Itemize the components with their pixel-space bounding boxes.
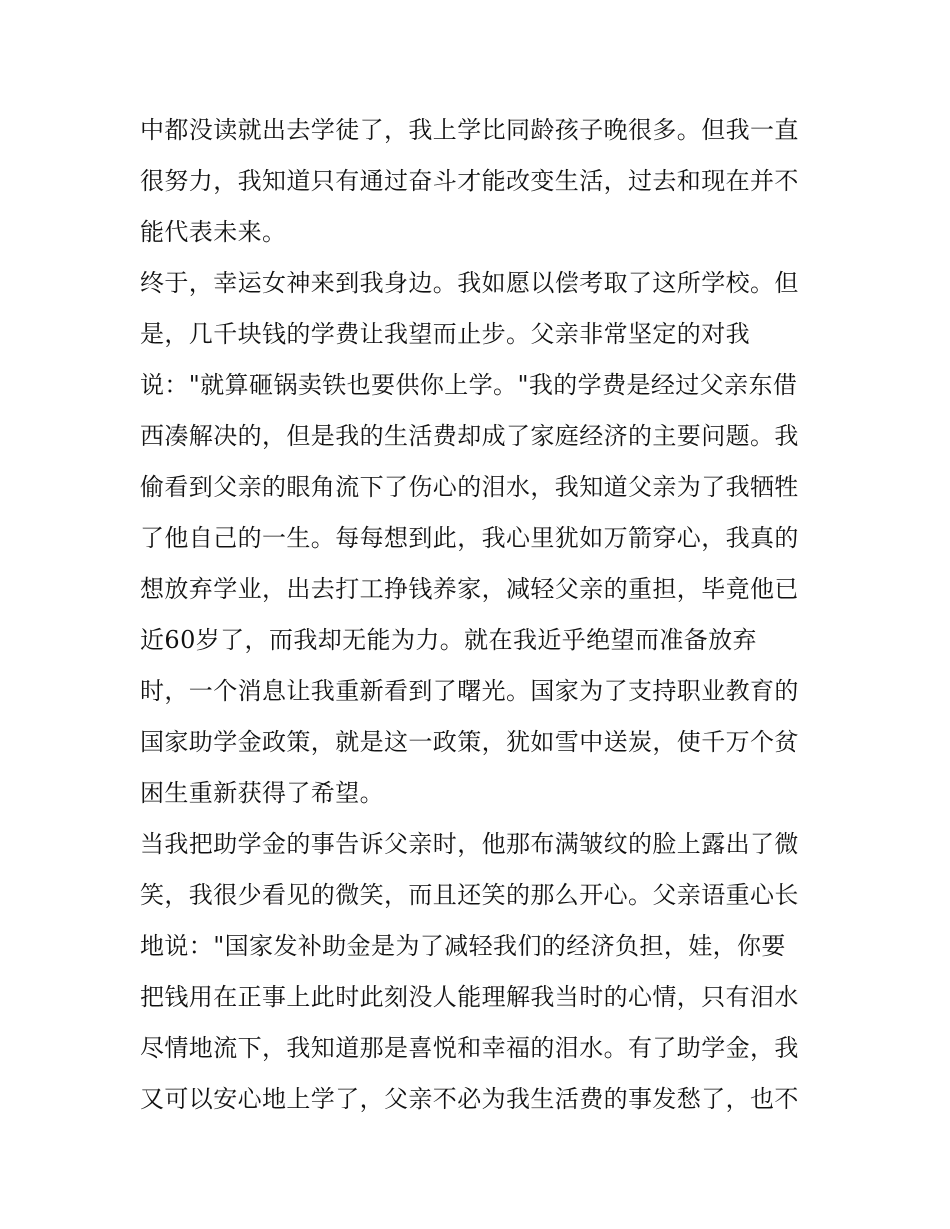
text-line: 中都没读就出去学徒了，我上学比同龄孩子晚很多。但我一直 (140, 116, 799, 144)
text-line: 地说："国家发补助金是为了减轻我们的经济负担，娃，你要 (140, 932, 786, 960)
text-line: 说："就算砸锅卖铁也要供你上学。"我的学费是经过父亲东借 (140, 371, 798, 399)
text-line: 是，几千块钱的学费让我望而止步。父亲非常坚定的对我 (140, 320, 750, 348)
text-line: 西凑解决的，但是我的生活费却成了家庭经济的主要问题。我 (140, 422, 799, 450)
document-body (140, 105, 830, 1125)
text-line: 笑，我很少看见的微笑，而且还笑的那么开心。父亲语重心长 (140, 881, 799, 909)
text-line: 国家助学金政策，就是这一政策，犹如雪中送炭，使千万个贫 (140, 728, 799, 756)
text-line: 时，一个消息让我重新看到了曙光。国家为了支持职业教育的 (140, 677, 799, 705)
text-line: 偷看到父亲的眼角流下了伤心的泪水，我知道父亲为了我牺牲 (140, 473, 799, 501)
text-line: 当我把助学金的事告诉父亲时，他那布满皱纹的脸上露出了微 (140, 830, 799, 858)
text-line: 近60岁了，而我却无能为力。就在我近乎绝望而准备放弃 (140, 626, 757, 654)
text-line: 困生重新获得了希望。 (140, 779, 384, 807)
text-line: 终于，幸运女神来到我身边。我如愿以偿考取了这所学校。但 (140, 269, 799, 297)
text-line: 又可以安心地上学了，父亲不必为我生活费的事发愁了，也不 (140, 1085, 799, 1113)
text-line: 尽情地流下，我知道那是喜悦和幸福的泪水。有了助学金，我 (140, 1034, 799, 1062)
text-line: 很努力，我知道只有通过奋斗才能改变生活，过去和现在并不 (140, 167, 799, 195)
text-line: 能代表未来。 (140, 218, 287, 246)
text-line: 了他自己的一生。每每想到此，我心里犹如万箭穿心，我真的 (140, 524, 799, 552)
text-line: 把钱用在正事上此时此刻没人能理解我当时的心情，只有泪水 (140, 983, 799, 1011)
text-line: 想放弃学业，出去打工挣钱养家，减轻父亲的重担，毕竟他已 (140, 575, 799, 603)
